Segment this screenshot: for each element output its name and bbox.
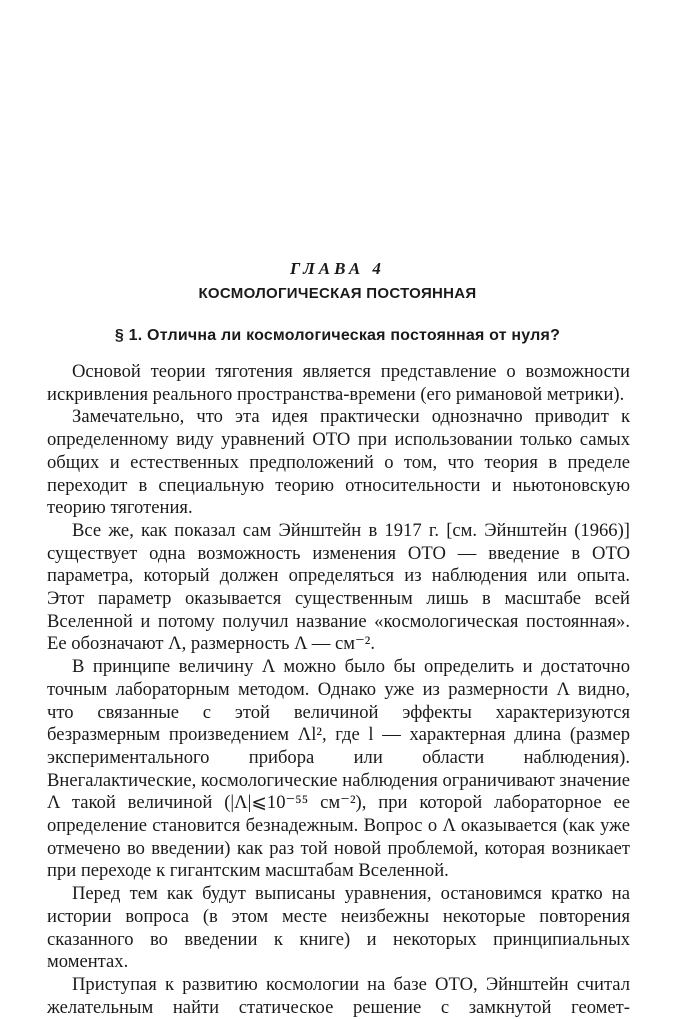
chapter-title: КОСМОЛОГИЧЕСКАЯ ПОСТОЯННАЯ xyxy=(198,285,477,302)
paragraph-6: Приступая к развитию космологии на базе ОТО, Эйнштейн считал желательным найти статическое решение с замкнутой геомет- xyxy=(47,973,630,1018)
paragraph-5: Перед тем как будут выписаны уравнения, остановимся кратко на истории вопроса (в этом месте неизбежны некоторые повторения сказанного во введении к книге) и некоторых принципиальных моментах. xyxy=(47,883,630,973)
section-title: § 1. Отлична ли космологическая постоянная от нуля? xyxy=(114,327,561,344)
paragraph-4: В принципе величину Λ можно было бы определить и достаточно точным лабораторным методом. Однако уже из размерности Λ видно, что связанные с этой величиной эффекты характеризуются безразмерным произведением Λl², где l — характерная длина (размер экспериментального прибора или области наблюдения). Внегалактические, космологические наблюдения ограничивают значение Λ такой величиной (|Λ|⩽10⁻⁵⁵ см⁻²), при которой лабораторное ее определение становится безнадежным. Вопрос о Λ оказывается (как уже отмечено во введении) как раз той новой проблемой, которая возникает при переходе к гигантским масштабам Вселенной. xyxy=(47,656,630,882)
paragraph-2: Замечательно, что эта идея практически однозначно приводит к определенному виду уравнений ОТО при использовании только самых общих и естественных предположений о том, что теория в пределе переходит в специальную теорию относительности и ньютоновскую теорию тяготения. xyxy=(47,406,630,519)
paragraph-3: Все же, как показал сам Эйнштейн в 1917 г. [см. Эйнштейн (1966)] существует одна возможность изменения ОТО — введение в ОТО параметра, который должен определяться из наблюдения или опыта. Этот параметр оказывается существенным лишь в масштабе всей Вселенной и потому получил название «космологическая постоянная». Ее обозначают Λ, размерность Λ — см⁻². xyxy=(47,519,630,655)
paragraph-1: Основой теории тяготения является представление о возможности искривления реального пространства-времени (его римановой метрики). xyxy=(47,361,630,405)
body-text xyxy=(47,361,630,1019)
chapter-label: ГЛАВА 4 xyxy=(290,259,385,278)
